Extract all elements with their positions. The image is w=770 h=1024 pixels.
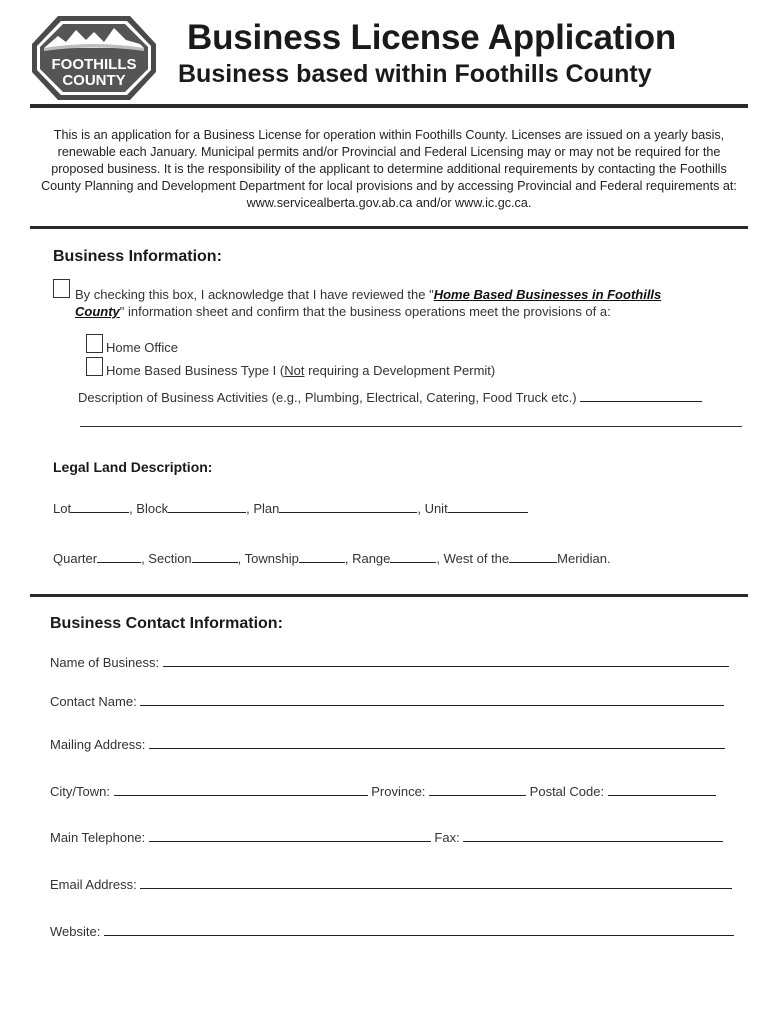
mailing-address-row: Mailing Address:: [50, 737, 725, 752]
description-field-line2[interactable]: [80, 426, 742, 427]
section-field[interactable]: [192, 561, 238, 563]
home-office-checkbox[interactable]: [86, 334, 103, 353]
section-divider-2: [30, 594, 748, 597]
business-info-title: Business Information:: [53, 248, 222, 265]
range-field[interactable]: [390, 561, 436, 563]
county-logo: [30, 14, 158, 102]
contact-info-title: Business Contact Information:: [50, 615, 283, 632]
telephone-fax-row: Main Telephone: Fax:: [50, 830, 723, 845]
postal-code-field[interactable]: [608, 794, 716, 796]
email-address-field[interactable]: [140, 887, 732, 889]
legal-land-row1: Lot , Block , Plan , Unit: [53, 501, 528, 516]
block-field[interactable]: [168, 511, 246, 513]
section-divider: [30, 226, 748, 229]
type1-checkbox[interactable]: [86, 357, 103, 376]
svg-text:COUNTY: COUNTY: [62, 72, 126, 89]
acknowledge-text: By checking this box, I acknowledge that I have reviewed the "Home Based Businesses in Foothills County" information sheet and confirm that the business operations meet the provisions of a:: [75, 287, 662, 319]
city-province-postal-row: City/Town: Province: Postal Code:: [50, 784, 716, 799]
legal-land-title: Legal Land Description:: [53, 459, 213, 475]
contact-name-row: Contact Name:: [50, 694, 724, 709]
description-label: Description of Business Activities (e.g., Plumbing, Electrical, Catering, Food Truck etc.): [78, 390, 702, 405]
intro-paragraph: This is an application for a Business License for operation within Foothills County. Licenses are issued on a yearly basis, renewable each January. Municipal permits and/or Provincial and Federal Licensing may or may not be required for the proposed business. It is the responsibility of the applicant to determine additional requirements by contacting the Foothills County Planning and Development Department for local provisions and by accessing Provincial and Federal requirements at: www.servicealberta.gov.ab.ca and/or www.ic.gc.ca.: [41, 128, 737, 210]
page-title: Business License Application: [187, 18, 677, 57]
mailing-address-field[interactable]: [149, 747, 725, 749]
home-based-sheet-link-cont[interactable]: County: [75, 304, 120, 319]
county-seal-icon: [30, 14, 158, 102]
email-address-row: Email Address:: [50, 877, 732, 892]
township-field[interactable]: [299, 561, 345, 563]
meridian-field[interactable]: [509, 561, 557, 563]
website-field[interactable]: [104, 934, 734, 936]
fax-field[interactable]: [463, 840, 723, 842]
name-of-business-row: Name of Business:: [50, 655, 729, 670]
quarter-field[interactable]: [97, 561, 141, 563]
home-office-label: Home Office: [106, 340, 179, 355]
page-subtitle: Business based within Foothills County: [178, 60, 652, 88]
legal-land-row2: Quarter , Section , Township , Range , West of the Meridian.: [53, 551, 611, 566]
type1-label: Home Based Business Type I (Not requiring a Development Permit): [106, 363, 496, 378]
header-divider: [30, 104, 748, 108]
description-field[interactable]: [580, 400, 702, 402]
name-of-business-field[interactable]: [163, 665, 729, 667]
plan-field[interactable]: [279, 511, 417, 513]
lot-field[interactable]: [71, 511, 129, 513]
website-row: Website:: [50, 924, 734, 939]
svg-text:FOOTHILLS: FOOTHILLS: [51, 56, 137, 73]
home-based-sheet-link[interactable]: Home Based Businesses in Foothills: [433, 287, 662, 302]
province-field[interactable]: [429, 794, 526, 796]
acknowledge-checkbox[interactable]: [53, 279, 70, 298]
main-telephone-field[interactable]: [149, 840, 431, 842]
city-town-field[interactable]: [114, 794, 368, 796]
contact-name-field[interactable]: [140, 704, 724, 706]
unit-field[interactable]: [448, 511, 528, 513]
